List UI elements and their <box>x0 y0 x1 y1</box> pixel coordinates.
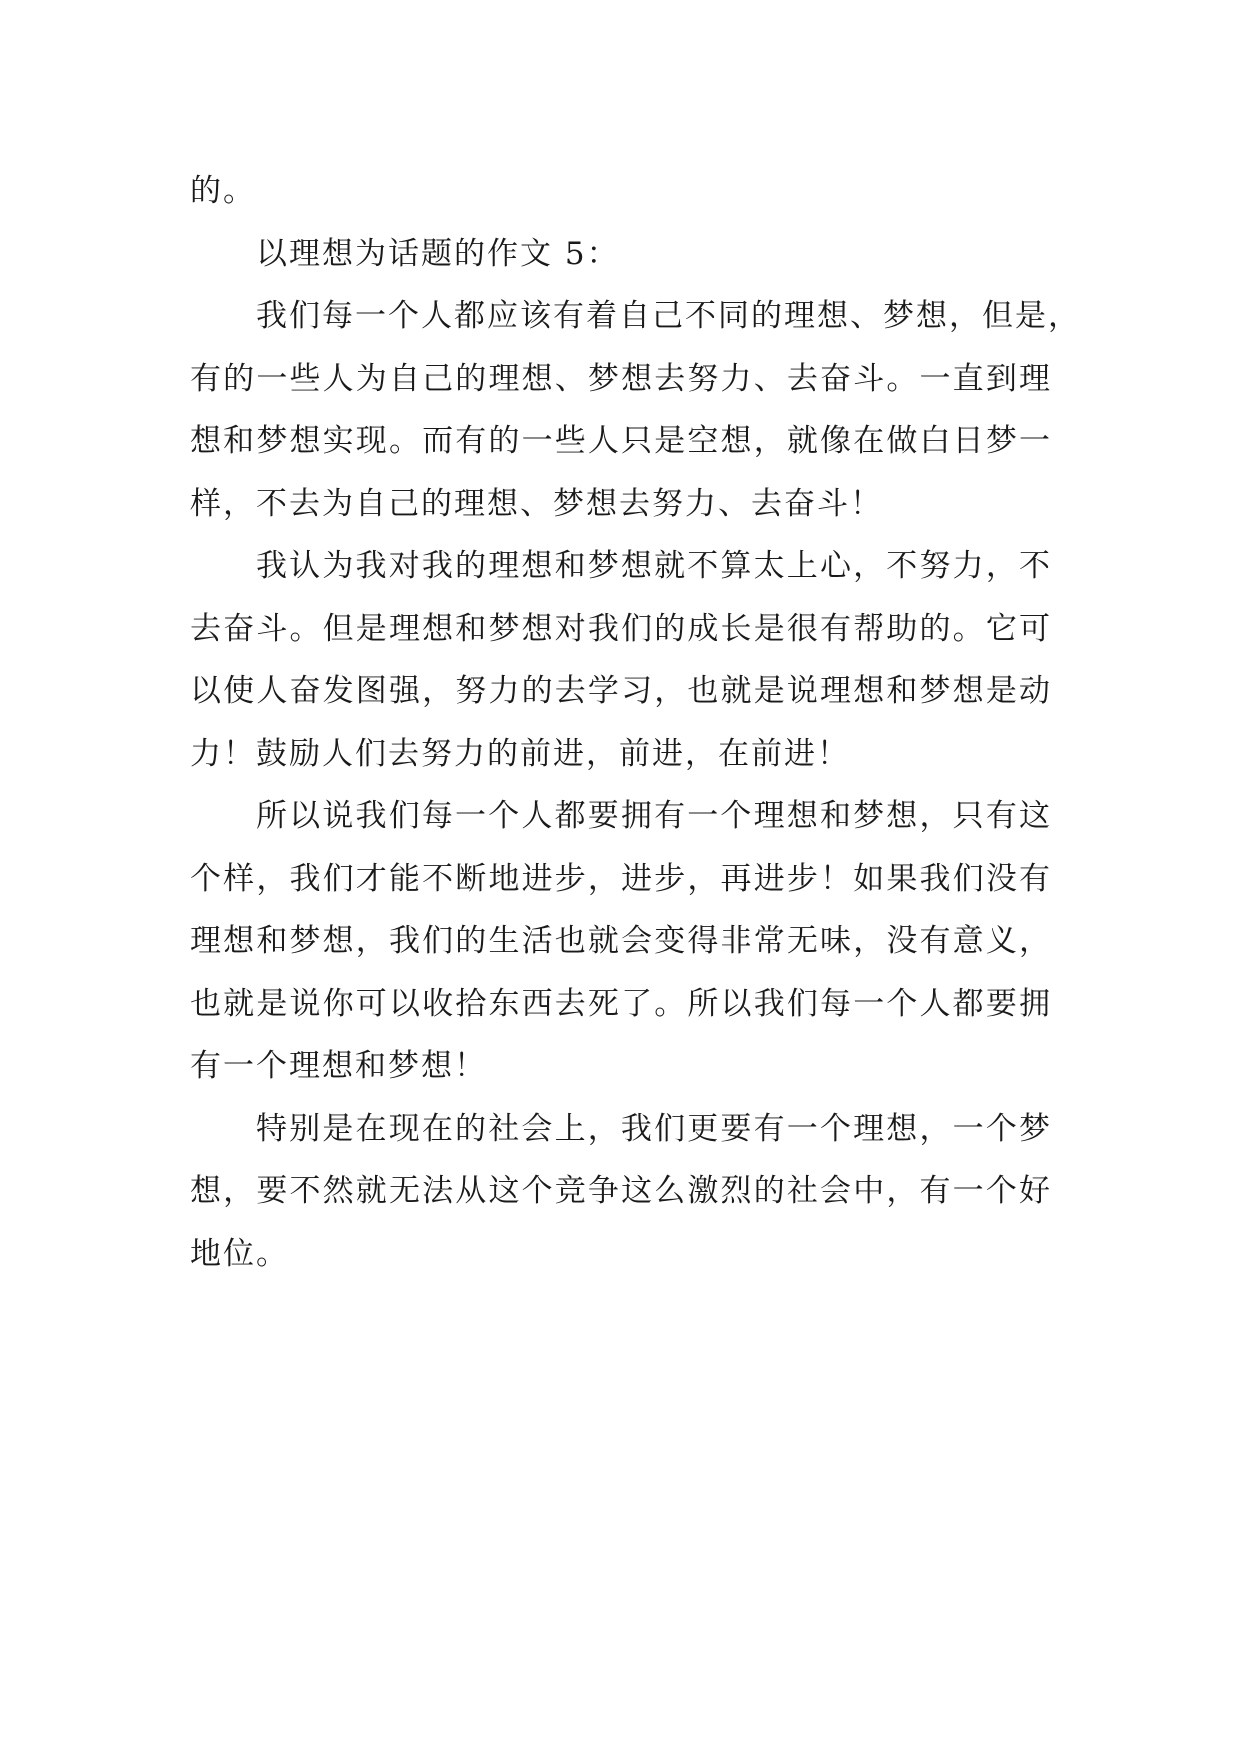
paragraph-1 <box>190 285 1081 535</box>
paragraph-4 <box>190 1098 1052 1286</box>
continuation-line: 的。 <box>190 173 256 209</box>
paragraph-line: 地位。 <box>190 1235 289 1272</box>
paragraph-line: 想和梦想实现。而有的一些人只是空想，就像在做白日梦一 <box>190 423 1052 459</box>
paragraph-line: 有的一些人为自己的理想、梦想去努力、去奋斗。一直到理 <box>190 360 1052 397</box>
paragraph-line: 以使人奋发图强，努力的去学习，也就是说理想和梦想是动 <box>190 673 1052 709</box>
document-body <box>190 160 1081 1285</box>
paragraph-line: 也就是说你可以收拾东西去死了。所以我们每一个人都要拥 <box>190 985 1052 1022</box>
paragraph-line: 去奋斗。但是理想和梦想对我们的成长是很有帮助的。它可 <box>190 610 1052 647</box>
paragraph-line: 想，要不然就无法从这个竞争这么激烈的社会中，有一个好 <box>190 1173 1052 1209</box>
paragraph-line: 力！鼓励人们去努力的前进，前进，在前进！ <box>190 735 850 772</box>
paragraph-line: 样，不去为自己的理想、梦想去努力、去奋斗！ <box>190 485 883 522</box>
paragraph-line: 我认为我对我的理想和梦想就不算太上心，不努力，不 <box>256 548 1052 584</box>
paragraph-2 <box>190 535 1052 785</box>
paragraph-line: 特别是在现在的社会上，我们更要有一个理想，一个梦 <box>256 1110 1052 1147</box>
essay-heading: 以理想为话题的作文 5： <box>256 235 620 272</box>
paragraph-line: 有一个理想和梦想！ <box>190 1048 487 1084</box>
paragraph-line: 个样，我们才能不断地进步，进步，再进步！如果我们没有 <box>190 860 1052 897</box>
paragraph-3 <box>190 785 1052 1098</box>
paragraph-line: 理想和梦想，我们的生活也就会变得非常无味，没有意义， <box>190 923 1052 959</box>
paragraph-line: 我们每一个人都应该有着自己不同的理想、梦想，但是， <box>256 298 1081 334</box>
paragraph-line: 所以说我们每一个人都要拥有一个理想和梦想，只有这 <box>256 798 1052 834</box>
